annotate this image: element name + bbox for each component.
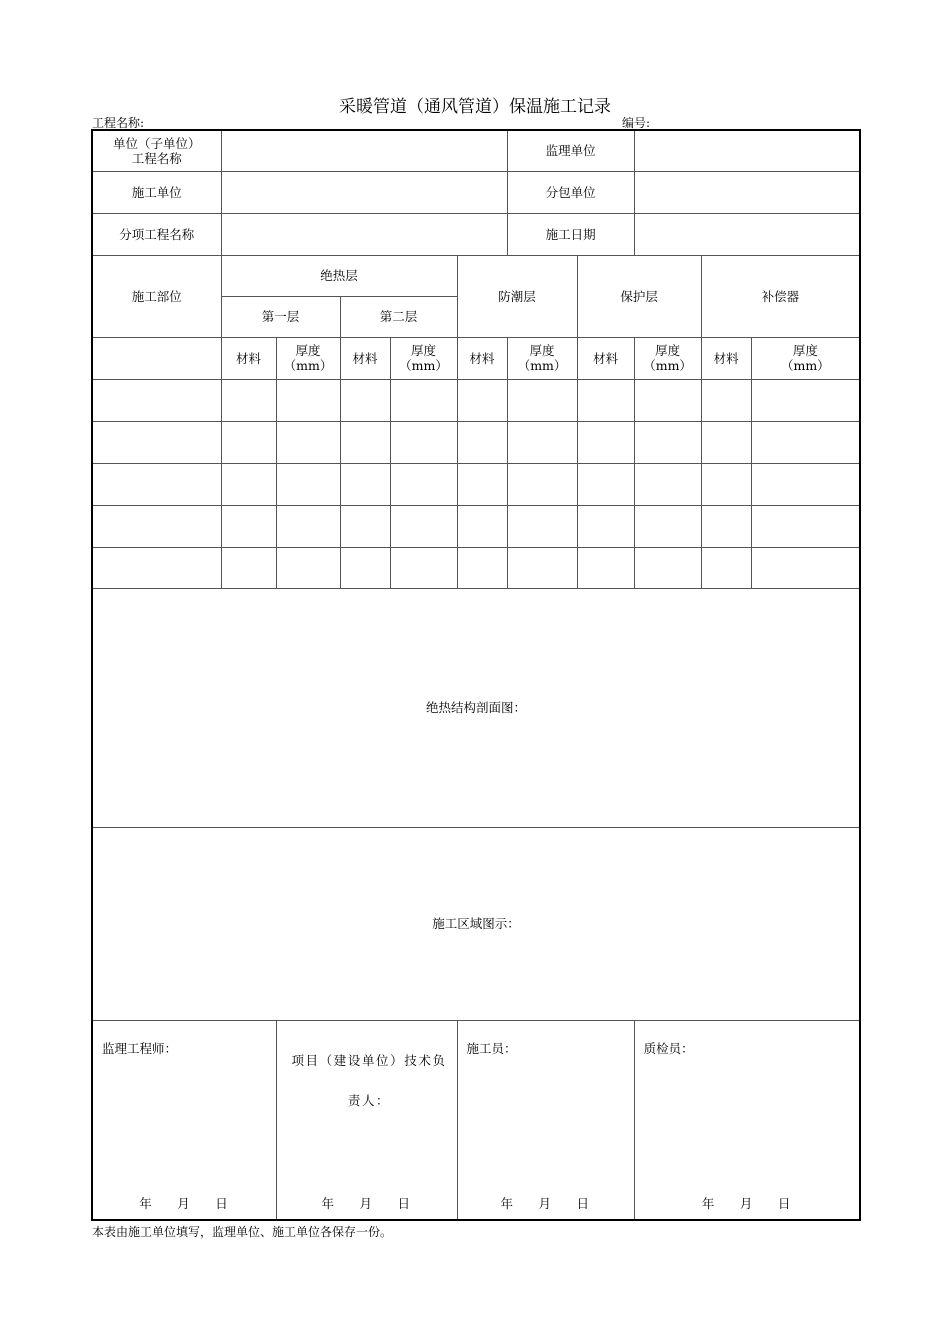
thickness-header: 厚度 （mm） — [390, 337, 457, 379]
subcontract-unit-label: 分包单位 — [507, 171, 634, 213]
data-cell[interactable] — [751, 421, 860, 463]
data-cell[interactable] — [221, 379, 276, 421]
area-diagram-label: 施工区域图示： — [432, 916, 520, 931]
data-cell[interactable] — [634, 463, 701, 505]
thickness-header: 厚度 （mm） — [751, 337, 860, 379]
signature-date: 年 月 日 — [139, 1196, 228, 1211]
thickness-header: 厚度 （mm） — [507, 337, 577, 379]
protective-layer-header: 保护层 — [577, 255, 701, 337]
supervision-unit-label: 监理单位 — [507, 130, 634, 171]
data-cell[interactable] — [276, 505, 340, 547]
data-cell[interactable] — [701, 463, 751, 505]
signature-date: 年 月 日 — [321, 1196, 411, 1211]
data-cell[interactable] — [577, 505, 634, 547]
data-cell[interactable] — [457, 421, 507, 463]
signature-date: 年 月 日 — [500, 1196, 590, 1211]
number-label: 编号: — [622, 116, 651, 130]
first-layer-header: 第一层 — [221, 296, 340, 337]
data-cell[interactable] — [577, 547, 634, 588]
data-cell[interactable] — [751, 379, 860, 421]
data-cell[interactable] — [221, 547, 276, 588]
data-cell[interactable] — [634, 505, 701, 547]
construction-date-label: 施工日期 — [507, 213, 634, 255]
data-cell[interactable] — [577, 421, 634, 463]
data-cell[interactable] — [276, 463, 340, 505]
signature-date: 年 月 日 — [701, 1196, 791, 1211]
project-name-label: 工程名称: — [92, 116, 145, 130]
data-cell[interactable] — [92, 547, 221, 588]
data-cell[interactable] — [751, 463, 860, 505]
data-cell[interactable] — [507, 379, 577, 421]
table-row — [92, 547, 860, 588]
constructor-signature-box[interactable] — [457, 1020, 634, 1220]
data-cell[interactable] — [340, 421, 390, 463]
data-cell[interactable] — [507, 547, 577, 588]
data-cell[interactable] — [751, 547, 860, 588]
data-cell[interactable] — [507, 505, 577, 547]
supervision-unit-value[interactable] — [634, 130, 860, 171]
subcontract-unit-value[interactable] — [634, 171, 860, 213]
unit-project-value[interactable] — [221, 130, 507, 171]
data-cell[interactable] — [276, 547, 340, 588]
data-cell[interactable] — [457, 379, 507, 421]
data-cell[interactable] — [507, 463, 577, 505]
footnote: 本表由施工单位填写，监理单位、施工单位各保存一份。 — [92, 1225, 393, 1239]
material-header: 材料 — [457, 337, 507, 379]
material-header: 材料 — [701, 337, 751, 379]
data-cell[interactable] — [457, 505, 507, 547]
moisture-layer-header: 防潮层 — [457, 255, 577, 337]
data-cell[interactable] — [701, 421, 751, 463]
data-cell[interactable] — [92, 463, 221, 505]
data-cell[interactable] — [340, 547, 390, 588]
owner-tech-label: 项目（建设单位）技术负责人： — [291, 1052, 447, 1108]
data-cell[interactable] — [701, 379, 751, 421]
material-header: 材料 — [221, 337, 276, 379]
area-diagram-area[interactable] — [92, 827, 860, 1020]
thickness-header: 厚度 （mm） — [276, 337, 340, 379]
data-cell[interactable] — [221, 463, 276, 505]
construction-unit-label: 施工单位 — [92, 171, 221, 213]
data-cell[interactable] — [634, 547, 701, 588]
material-header: 材料 — [340, 337, 390, 379]
material-header: 材料 — [577, 337, 634, 379]
table-row — [92, 379, 860, 421]
data-cell[interactable] — [457, 547, 507, 588]
data-cell[interactable] — [701, 547, 751, 588]
data-cell[interactable] — [276, 421, 340, 463]
data-cell[interactable] — [634, 421, 701, 463]
data-cell[interactable] — [221, 505, 276, 547]
second-layer-header: 第二层 — [340, 296, 457, 337]
construction-unit-value[interactable] — [221, 171, 507, 213]
owner-tech-signature-box[interactable] — [276, 1020, 457, 1220]
data-cell[interactable] — [92, 379, 221, 421]
compensator-header: 补偿器 — [701, 255, 860, 337]
data-cell[interactable] — [340, 463, 390, 505]
data-cell[interactable] — [221, 421, 276, 463]
insulation-layer-header: 绝热层 — [221, 255, 457, 296]
supervisor-signature-box[interactable] — [92, 1020, 276, 1220]
data-cell[interactable] — [507, 421, 577, 463]
inspector-signature-box[interactable] — [634, 1020, 860, 1220]
subitem-name-value[interactable] — [221, 213, 507, 255]
insulation-section-label: 绝热结构剖面图： — [426, 700, 527, 715]
data-cell[interactable] — [390, 463, 457, 505]
data-cell[interactable] — [577, 379, 634, 421]
data-cell[interactable] — [390, 379, 457, 421]
data-cell[interactable] — [92, 421, 221, 463]
thickness-header: 厚度 （mm） — [634, 337, 701, 379]
data-cell[interactable] — [92, 505, 221, 547]
data-cell[interactable] — [390, 505, 457, 547]
construction-date-value[interactable] — [634, 213, 860, 255]
subitem-name-label: 分项工程名称 — [92, 213, 221, 255]
unit-project-label: 单位（子单位） 工程名称 — [92, 130, 221, 171]
data-cell[interactable] — [634, 379, 701, 421]
supervisor-label: 监理工程师： — [102, 1040, 178, 1056]
construction-part-header: 施工部位 — [92, 255, 221, 337]
data-cell[interactable] — [390, 547, 457, 588]
data-cell[interactable] — [276, 379, 340, 421]
form-title: 采暖管道（通风管道）保温施工记录 — [339, 97, 611, 117]
data-cell[interactable] — [457, 463, 507, 505]
data-cell[interactable] — [701, 505, 751, 547]
data-cell[interactable] — [751, 505, 860, 547]
record-table — [91, 129, 861, 1221]
inspector-label: 质检员： — [643, 1040, 694, 1056]
data-cell[interactable] — [340, 505, 390, 547]
insulation-section-area[interactable] — [92, 588, 860, 827]
table-row — [92, 463, 860, 505]
table-row — [92, 505, 860, 547]
table-row — [92, 421, 860, 463]
data-cell[interactable] — [390, 421, 457, 463]
data-cell[interactable] — [577, 463, 634, 505]
data-cell[interactable] — [340, 379, 390, 421]
blank-header-cell — [92, 337, 221, 379]
constructor-label: 施工员： — [466, 1040, 517, 1056]
